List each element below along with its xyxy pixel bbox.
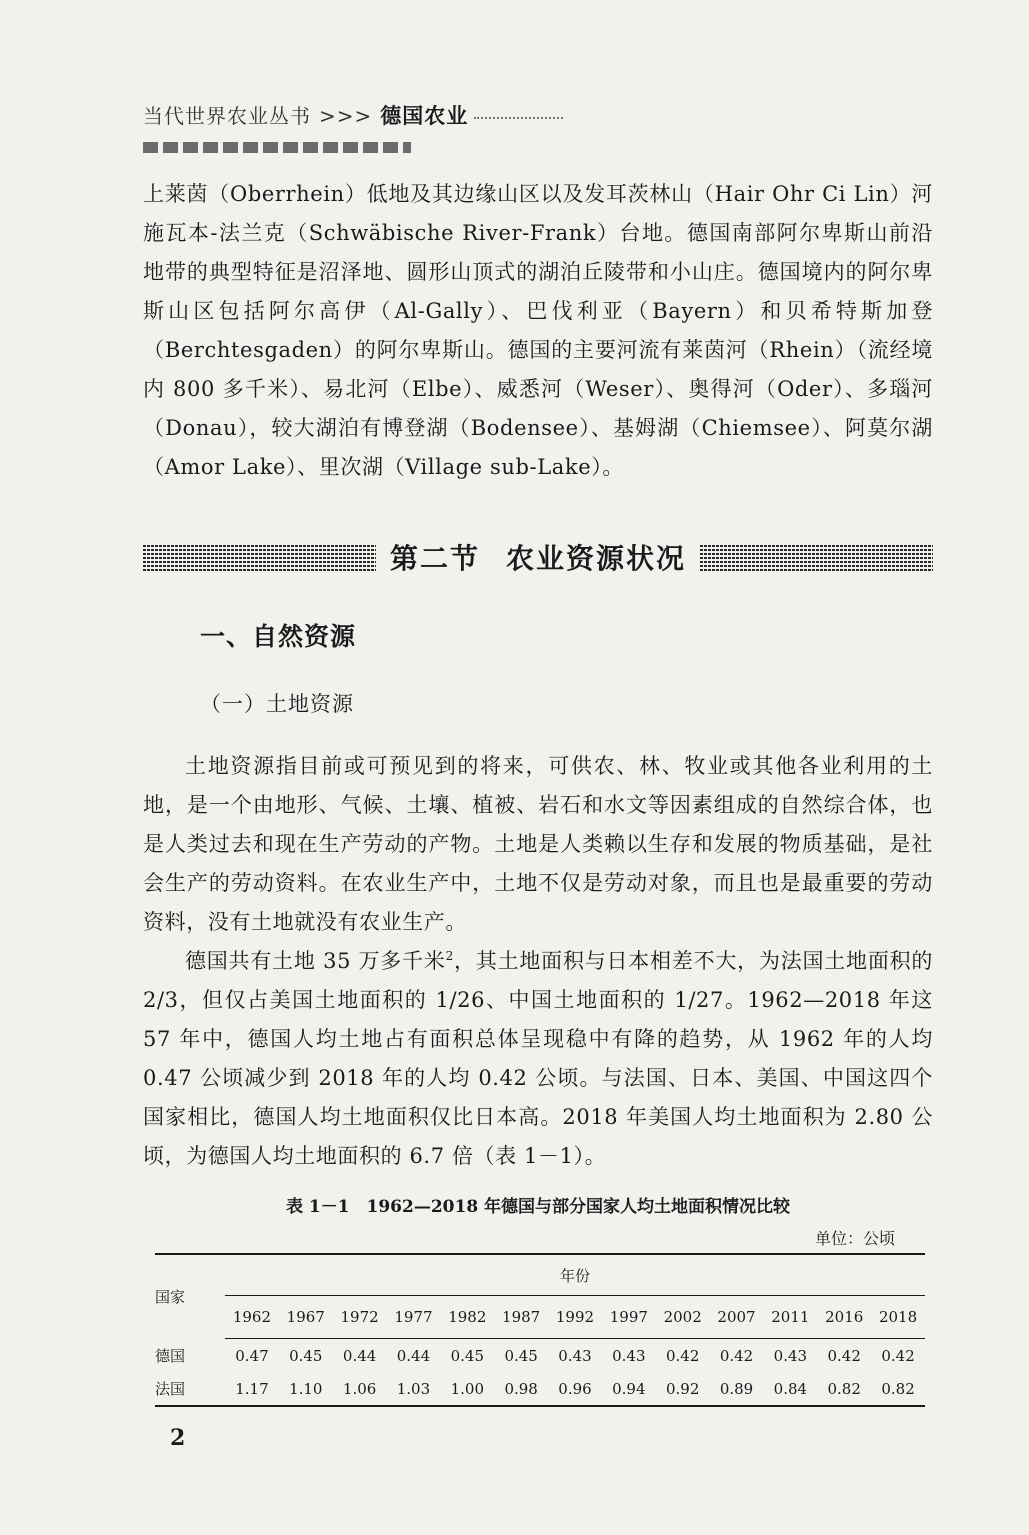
- value-cell: 0.94: [612, 1379, 646, 1398]
- intro-paragraph: 上莱茵（Oberrhein）低地及其边缘山区以及发耳茨林山（Hair Ohr Ci Lin）河施瓦本-法兰克（Schwäbische River-Frank）台地。德国南部阿尔卑斯山前沿地带的典型特征是沼泽地、圆形山顶式的湖泊丘陵带和小山庄。德国境内的阿尔卑斯山区包括阿尔高伊（Al-Gally）、巴伐利亚（Bayern）和贝希特斯加登（Berchtesgaden）的阿尔卑斯山。德国的主要河流有莱茵河（Rhein）（流经境内 800 多千米）、易北河（Elbe）、威悉河（Weser）、奥得河（Oder）、多瑙河（Donau），较大湖泊有博登湖（Bodensee）、基姆湖（Chiemsee）、阿莫尔湖（Amor Lake）、里次湖（Village sub-Lake）。: [143, 182, 933, 479]
- country-header: 国家: [155, 1288, 186, 1307]
- year-header: 1997: [602, 1296, 656, 1339]
- year-header: 1972: [333, 1296, 387, 1339]
- section-hatch-right: [700, 543, 933, 571]
- header-line: [143, 100, 563, 130]
- value-cell: 0.47: [235, 1346, 269, 1365]
- heading-natural-resources: 一、自然资源: [200, 622, 357, 651]
- series-name: 当代世界农业丛书: [143, 104, 311, 128]
- header-dotted-rule: [474, 116, 563, 119]
- value-cell: 0.45: [289, 1346, 323, 1365]
- book-title: 德国农业: [380, 104, 469, 128]
- value-cell: 0.44: [396, 1346, 431, 1365]
- year-header: 2018: [871, 1296, 925, 1339]
- section-hatch-left: [143, 543, 376, 571]
- section-title: [376, 537, 700, 577]
- value-cell: 1.06: [342, 1379, 377, 1398]
- value-cell: 0.89: [719, 1379, 754, 1398]
- section-label: 第二节: [389, 542, 480, 575]
- table-caption: 表 1－1 1962—2018 年德国与部分国家人均土地面积情况比较: [285, 1197, 791, 1217]
- value-cell: 0.42: [827, 1346, 861, 1365]
- year-header: 1967: [279, 1296, 333, 1339]
- section-name: 农业资源状况: [506, 542, 687, 575]
- value-cell: 1.00: [450, 1379, 484, 1398]
- value-cell: 0.45: [450, 1346, 484, 1365]
- land-definition-paragraph: 土地资源指目前或可预见到的将来，可供农、林、牧业或其他各业利用的土地，是一个由地形、气候、土壤、植被、岩石和水文等因素组成的自然综合体，也是人类过去和现在生产劳动的产物。土地是人类赖以生存和发展的物质基础，是社会生产的劳动资料。在农业生产中，土地不仅是劳动对象，而且也是最重要的劳动资料，没有土地就没有农业生产。: [143, 754, 933, 934]
- land-area-table: [155, 1253, 925, 1407]
- value-cell: 0.92: [665, 1379, 700, 1398]
- value-cell: 0.43: [558, 1346, 592, 1365]
- value-cell: 0.82: [881, 1379, 915, 1398]
- superscript-2: 2: [445, 949, 454, 963]
- value-cell: 0.44: [342, 1346, 377, 1365]
- country-cell: 法国: [155, 1380, 186, 1398]
- running-header: [143, 100, 563, 153]
- value-cell: 0.45: [504, 1346, 538, 1365]
- table-row: [155, 1372, 925, 1406]
- year-header: 1987: [494, 1296, 548, 1339]
- year-header: 1962: [225, 1296, 279, 1339]
- table-header-row: [155, 1254, 925, 1296]
- value-cell: 1.10: [289, 1379, 323, 1398]
- land-area-paragraph: [143, 942, 933, 1176]
- value-cell: 0.82: [827, 1379, 861, 1398]
- value-cell: 1.17: [235, 1379, 269, 1398]
- value-cell: 0.42: [881, 1346, 915, 1365]
- table-unit: 单位：公顷: [814, 1229, 895, 1248]
- value-cell: 0.43: [612, 1346, 646, 1365]
- year-header: 2002: [656, 1296, 710, 1339]
- header-decor-bar: [143, 142, 411, 153]
- year-header: 2011: [763, 1296, 817, 1339]
- year-header: 1992: [548, 1296, 602, 1339]
- years-row: [155, 1296, 925, 1339]
- value-cell: 0.43: [773, 1346, 808, 1365]
- value-cell: 0.42: [719, 1346, 754, 1365]
- year-header: 2016: [817, 1296, 871, 1339]
- year-header: 1982: [440, 1296, 494, 1339]
- year-group-header: 年份: [225, 1254, 925, 1296]
- value-cell: 0.42: [665, 1346, 700, 1365]
- table-body: [155, 1339, 925, 1407]
- header-separator: >>>: [319, 104, 373, 128]
- country-cell: 德国: [155, 1346, 186, 1365]
- value-cell: 0.96: [558, 1379, 592, 1398]
- page-number: 2: [170, 1425, 186, 1451]
- value-cell: 1.03: [396, 1379, 431, 1398]
- land-area-text-a: 德国共有土地 35 万多千米: [185, 949, 446, 973]
- year-header: 1977: [387, 1296, 441, 1339]
- heading-land-resources: （一）土地资源: [200, 692, 354, 716]
- table-row: [155, 1339, 925, 1373]
- value-cell: 0.98: [504, 1379, 538, 1398]
- section-heading-band: [143, 536, 933, 578]
- land-area-text-b: ，其土地面积与日本相差不大，为法国土地面积的 2/3，但仅占美国土地面积的 1/26、中国土地面积的 1/27。1962—2018 年这 57 年中，德国人均土地占有面积总体呈现稳中有降的趋势，从 1962 年的人均 0.47 公顷减少到 2018 年的人均 0.42 公顷。与法国、日本、美国、中国这四个国家相比，德国人均土地面积仅比日本高。2018 年美国人均土地面积为 2.80 公顷，为德国人均土地面积的 6.7 倍（表 1－1）。: [143, 949, 933, 1168]
- value-cell: 0.84: [773, 1379, 808, 1398]
- year-header: 2007: [710, 1296, 764, 1339]
